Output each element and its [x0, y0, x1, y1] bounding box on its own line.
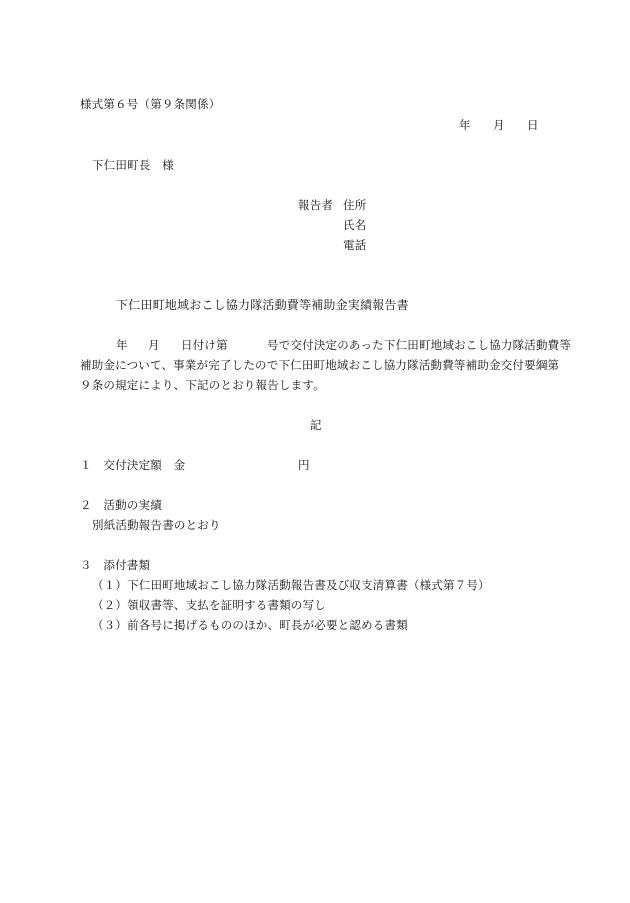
reporter-name-label: 氏名 — [343, 218, 367, 232]
ki-heading: 記 — [310, 418, 322, 432]
body-year: 年 — [116, 338, 128, 352]
form-number: 様式第６号（第９条関係） — [80, 97, 221, 111]
item1-unit: 円 — [298, 458, 310, 472]
item3-sub-2: （２）領収書等、支払を証明する書類の写し — [92, 598, 326, 612]
addressee: 下仁田町長 様 — [92, 158, 174, 172]
item1-label: １ 交付決定額 金 — [80, 458, 186, 472]
body-line1: 号で交付決定のあった下仁田町地域おこし協力隊活動費等 — [267, 338, 572, 352]
item2-detail: 別紙活動報告書のとおり — [92, 518, 221, 532]
reporter-phone-label: 電話 — [343, 238, 367, 252]
body-line3: ９条の規定により、下記のとおり報告します。 — [80, 378, 325, 392]
date-year: 年 — [459, 118, 471, 132]
item3-sub-1: （１）下仁田町地域おこし協力隊活動報告書及び収支清算書（様式第７号） — [92, 578, 490, 592]
reporter-address-label: 住所 — [343, 198, 367, 212]
body-month: 月 — [148, 338, 160, 352]
document-title: 下仁田町地域おこし協力隊活動費等補助金実績報告書 — [116, 298, 409, 312]
body-line2: 補助金について、事業が完了したので下仁田町地域おこし協力隊活動費等補助金交付要綱第 — [80, 358, 560, 372]
item3-sub-3: （３）前各号に掲げるもののほか、町長が必要と認める書類 — [92, 618, 408, 632]
reporter-label: 報告者 — [298, 198, 334, 212]
date-month: 月 — [493, 118, 505, 132]
item3-label: ３ 添付書類 — [80, 558, 151, 572]
item2-label: ２ 活動の実績 — [80, 498, 162, 512]
body-day-number: 日付け第 — [181, 338, 228, 352]
date-day: 日 — [527, 118, 539, 132]
